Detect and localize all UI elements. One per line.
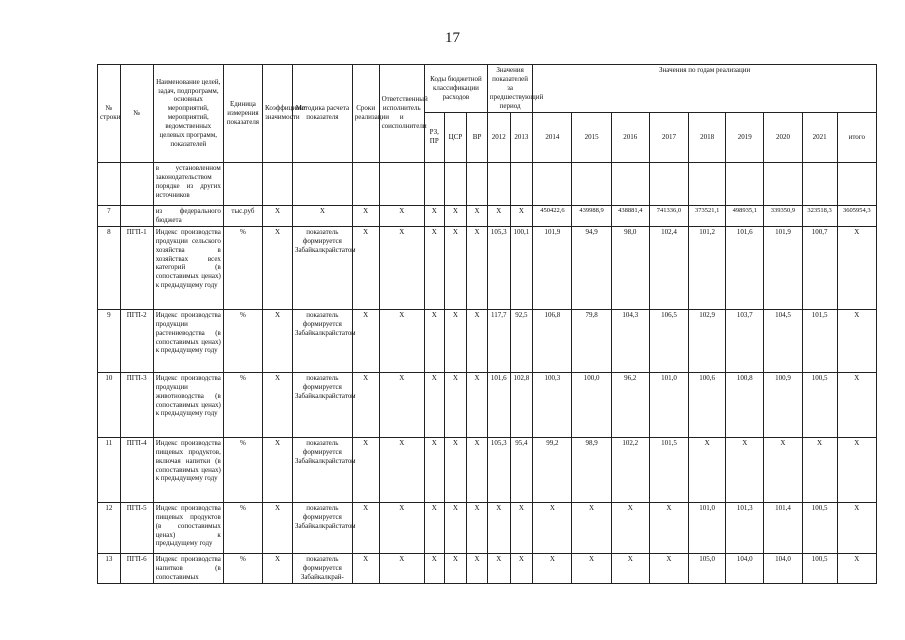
row-csr: Х <box>444 226 467 309</box>
row-2016: Х <box>611 553 649 583</box>
row-2014: 106,8 <box>533 309 572 372</box>
header-unit: Единица измерения показателя <box>223 65 262 163</box>
row-method: показатель формируется Забайкалкрайстатом <box>292 437 352 502</box>
header-rz: РЗ, ПР <box>424 112 444 162</box>
row-number: 13 <box>98 553 121 583</box>
row-coef: Х <box>263 502 293 553</box>
row-coef: Х <box>263 205 293 226</box>
row-2020: 104,0 <box>764 553 802 583</box>
row-terms: Х <box>352 309 379 372</box>
row-2012: 105,3 <box>487 226 510 309</box>
header-prev-values: Значения показателей за предшествующий период <box>487 65 532 113</box>
row-2021: 100,7 <box>802 226 837 309</box>
row-total: Х <box>837 226 876 309</box>
row-2018: Х <box>689 437 726 502</box>
row-2018: 100,6 <box>689 372 726 437</box>
table-row <box>98 309 877 372</box>
row-2020: 104,5 <box>764 309 802 372</box>
row-method: показатель формируется Забайкалкрайстатом <box>292 502 352 553</box>
row-name: Индекс производства пищевых продуктов (в сопоставимых ценах) к предыдущему году <box>153 502 223 553</box>
header-row-num: № строки <box>98 65 121 163</box>
header-year-2018: 2018 <box>689 112 726 162</box>
row-2012: 105,3 <box>487 437 510 502</box>
row-executors: Х <box>379 309 424 372</box>
row-2019: 101,6 <box>726 226 764 309</box>
header-year-2012: 2012 <box>487 112 510 162</box>
row-2013: 95,4 <box>510 437 533 502</box>
row-vr: Х <box>467 372 488 437</box>
row-2015: Х <box>572 553 611 583</box>
row-executors: Х <box>379 437 424 502</box>
header-budget-codes: Коды бюджетной классификации расходов <box>424 65 487 113</box>
row-2019: 498935,1 <box>726 205 764 226</box>
row-unit: % <box>223 553 262 583</box>
row-2019: Х <box>726 437 764 502</box>
row-name: Индекс производства продукции сельского хозяйства в хозяйствах всех категорий (в сопоставимых ценах) к предыдущему году <box>153 226 223 309</box>
row-csr: Х <box>444 437 467 502</box>
row-2020: 339350,9 <box>764 205 802 226</box>
row-rz: Х <box>424 553 444 583</box>
row-unit: % <box>223 502 262 553</box>
row-total: Х <box>837 437 876 502</box>
row-terms: Х <box>352 502 379 553</box>
row-2013: Х <box>510 205 533 226</box>
row-2014: Х <box>533 553 572 583</box>
header-vr: ВР <box>467 112 488 162</box>
row-2013: 102,8 <box>510 372 533 437</box>
row-2014: 101,9 <box>533 226 572 309</box>
row-vr: Х <box>467 309 488 372</box>
row-executors: Х <box>379 205 424 226</box>
row-2015: Х <box>572 502 611 553</box>
row-2019: 103,7 <box>726 309 764 372</box>
row-rz: Х <box>424 226 444 309</box>
row-unit: тыс.руб <box>223 205 262 226</box>
header-csr: ЦСР <box>444 112 467 162</box>
row-2017: 741336,0 <box>649 205 688 226</box>
row-2013: Х <box>510 553 533 583</box>
row-csr: Х <box>444 502 467 553</box>
row-terms: Х <box>352 437 379 502</box>
row-2020: Х <box>764 437 802 502</box>
header-year-2015: 2015 <box>572 112 611 162</box>
row-2017: 101,0 <box>649 372 688 437</box>
table-row <box>98 437 877 502</box>
row-total: Х <box>837 372 876 437</box>
header-year-2013: 2013 <box>510 112 533 162</box>
row-2018: 102,9 <box>689 309 726 372</box>
row-terms: Х <box>352 205 379 226</box>
row-2012: 117,7 <box>487 309 510 372</box>
row-total: 3605954,3 <box>837 205 876 226</box>
header-year-2016: 2016 <box>611 112 649 162</box>
row-2018: 101,0 <box>689 502 726 553</box>
row-2016: Х <box>611 502 649 553</box>
row-2017: 102,4 <box>649 226 688 309</box>
row-vr: Х <box>467 553 488 583</box>
row-2015: 98,9 <box>572 437 611 502</box>
row-2021: Х <box>802 437 837 502</box>
row-coef: Х <box>263 226 293 309</box>
page-number: 17 <box>445 30 460 46</box>
row-executors: Х <box>379 553 424 583</box>
row-csr: Х <box>444 309 467 372</box>
row-code: ПГП-1 <box>120 226 153 309</box>
row-unit: % <box>223 226 262 309</box>
row-method: показатель формируется Забайкалкрай- <box>292 553 352 583</box>
header-yearly-values: Значения по годам реализации <box>533 65 877 113</box>
row-executors: Х <box>379 226 424 309</box>
row-2018: 105,0 <box>689 553 726 583</box>
row-number: 9 <box>98 309 121 372</box>
row-number: 10 <box>98 372 121 437</box>
row-2016: 104,3 <box>611 309 649 372</box>
row-rz: Х <box>424 437 444 502</box>
table-row-continuation <box>98 162 877 205</box>
indicators-table <box>97 64 877 584</box>
table-row <box>98 372 877 437</box>
row-2021: 101,5 <box>802 309 837 372</box>
row-code: ПГП-3 <box>120 372 153 437</box>
row-number: 7 <box>98 205 121 226</box>
table-row <box>98 553 877 583</box>
row-vr: Х <box>467 205 488 226</box>
row-coef: Х <box>263 372 293 437</box>
continuation-name: в установленном законодательством порядке из других источников <box>153 162 223 205</box>
row-name: Индекс производства напитков (в сопоставимых <box>153 553 223 583</box>
table-row <box>98 205 877 226</box>
header-code: № <box>120 65 153 163</box>
row-unit: % <box>223 437 262 502</box>
row-2021: 323518,3 <box>802 205 837 226</box>
header-year-2019: 2019 <box>726 112 764 162</box>
row-code: ПГП-6 <box>120 553 153 583</box>
row-2019: 104,0 <box>726 553 764 583</box>
row-coef: Х <box>263 437 293 502</box>
row-rz: Х <box>424 205 444 226</box>
row-number: 11 <box>98 437 121 502</box>
row-unit: % <box>223 309 262 372</box>
row-2021: 100,5 <box>802 372 837 437</box>
header-executors: Ответственный исполнитель и соисполнители <box>379 65 424 163</box>
header-coef: Коэффициент значимости <box>263 65 293 163</box>
row-name: Индекс производства продукции животноводства (в сопоставимых ценах) к предыдущему году <box>153 372 223 437</box>
header-method: Методика расчета показателя <box>292 65 352 163</box>
row-vr: Х <box>467 437 488 502</box>
row-name: Индекс производства продукции растениеводства (в сопоставимых ценах) к предыдущему году <box>153 309 223 372</box>
row-csr: Х <box>444 553 467 583</box>
row-2014: 100,3 <box>533 372 572 437</box>
row-2014: 450422,6 <box>533 205 572 226</box>
row-2018: 101,2 <box>689 226 726 309</box>
row-total: Х <box>837 309 876 372</box>
row-2020: 101,9 <box>764 226 802 309</box>
row-2020: 100,9 <box>764 372 802 437</box>
row-2017: 106,5 <box>649 309 688 372</box>
row-2012: Х <box>487 205 510 226</box>
row-terms: Х <box>352 372 379 437</box>
row-executors: Х <box>379 502 424 553</box>
header-row-1 <box>98 65 877 113</box>
row-2019: 100,8 <box>726 372 764 437</box>
row-coef: Х <box>263 553 293 583</box>
row-2016: 98,0 <box>611 226 649 309</box>
row-2021: 100,5 <box>802 502 837 553</box>
header-total: итого <box>837 112 876 162</box>
row-2017: 101,5 <box>649 437 688 502</box>
row-rz: Х <box>424 309 444 372</box>
row-vr: Х <box>467 502 488 553</box>
row-2017: Х <box>649 502 688 553</box>
row-coef: Х <box>263 309 293 372</box>
row-method: показатель формируется Забайкалкрайстатом <box>292 226 352 309</box>
row-2020: 101,4 <box>764 502 802 553</box>
row-2015: 100,0 <box>572 372 611 437</box>
header-year-2017: 2017 <box>649 112 688 162</box>
row-number: 12 <box>98 502 121 553</box>
row-2016: 96,2 <box>611 372 649 437</box>
table-row <box>98 226 877 309</box>
row-name: Индекс производства пищевых продуктов, включая напитки (в сопоставимых ценах) к предыдущему году <box>153 437 223 502</box>
row-rz: Х <box>424 372 444 437</box>
row-rz: Х <box>424 502 444 553</box>
table-row <box>98 502 877 553</box>
row-csr: Х <box>444 372 467 437</box>
header-name: Наименование целей, задач, подпрограмм, основных мероприятий, мероприятий, ведомственных целевых программ, показателей <box>153 65 223 163</box>
header-terms: Сроки реализации <box>352 65 379 163</box>
row-2017: Х <box>649 553 688 583</box>
row-2018: 373521,1 <box>689 205 726 226</box>
row-2013: 100,1 <box>510 226 533 309</box>
header-year-2021: 2021 <box>802 112 837 162</box>
row-terms: Х <box>352 226 379 309</box>
row-method: показатель формируется Забайкалкрайстатом <box>292 309 352 372</box>
row-2013: 92,5 <box>510 309 533 372</box>
row-vr: Х <box>467 226 488 309</box>
row-code: ПГП-4 <box>120 437 153 502</box>
row-code: ПГП-2 <box>120 309 153 372</box>
row-2013: Х <box>510 502 533 553</box>
row-2016: 438881,4 <box>611 205 649 226</box>
row-name: из федерального бюджета <box>153 205 223 226</box>
header-year-2020: 2020 <box>764 112 802 162</box>
row-2015: 94,9 <box>572 226 611 309</box>
row-2016: 102,2 <box>611 437 649 502</box>
header-year-2014: 2014 <box>533 112 572 162</box>
row-total: Х <box>837 502 876 553</box>
row-2012: Х <box>487 553 510 583</box>
row-2015: 439988,9 <box>572 205 611 226</box>
row-number: 8 <box>98 226 121 309</box>
row-2012: 101,6 <box>487 372 510 437</box>
row-2021: 100,5 <box>802 553 837 583</box>
row-2014: Х <box>533 502 572 553</box>
row-method: Х <box>292 205 352 226</box>
row-unit: % <box>223 372 262 437</box>
row-executors: Х <box>379 372 424 437</box>
row-csr: Х <box>444 205 467 226</box>
row-total: Х <box>837 553 876 583</box>
row-2015: 79,8 <box>572 309 611 372</box>
row-method: показатель формируется Забайкалкрайстатом <box>292 372 352 437</box>
row-2019: 101,3 <box>726 502 764 553</box>
row-terms: Х <box>352 553 379 583</box>
row-2014: 99,2 <box>533 437 572 502</box>
row-2012: Х <box>487 502 510 553</box>
row-code: ПГП-5 <box>120 502 153 553</box>
